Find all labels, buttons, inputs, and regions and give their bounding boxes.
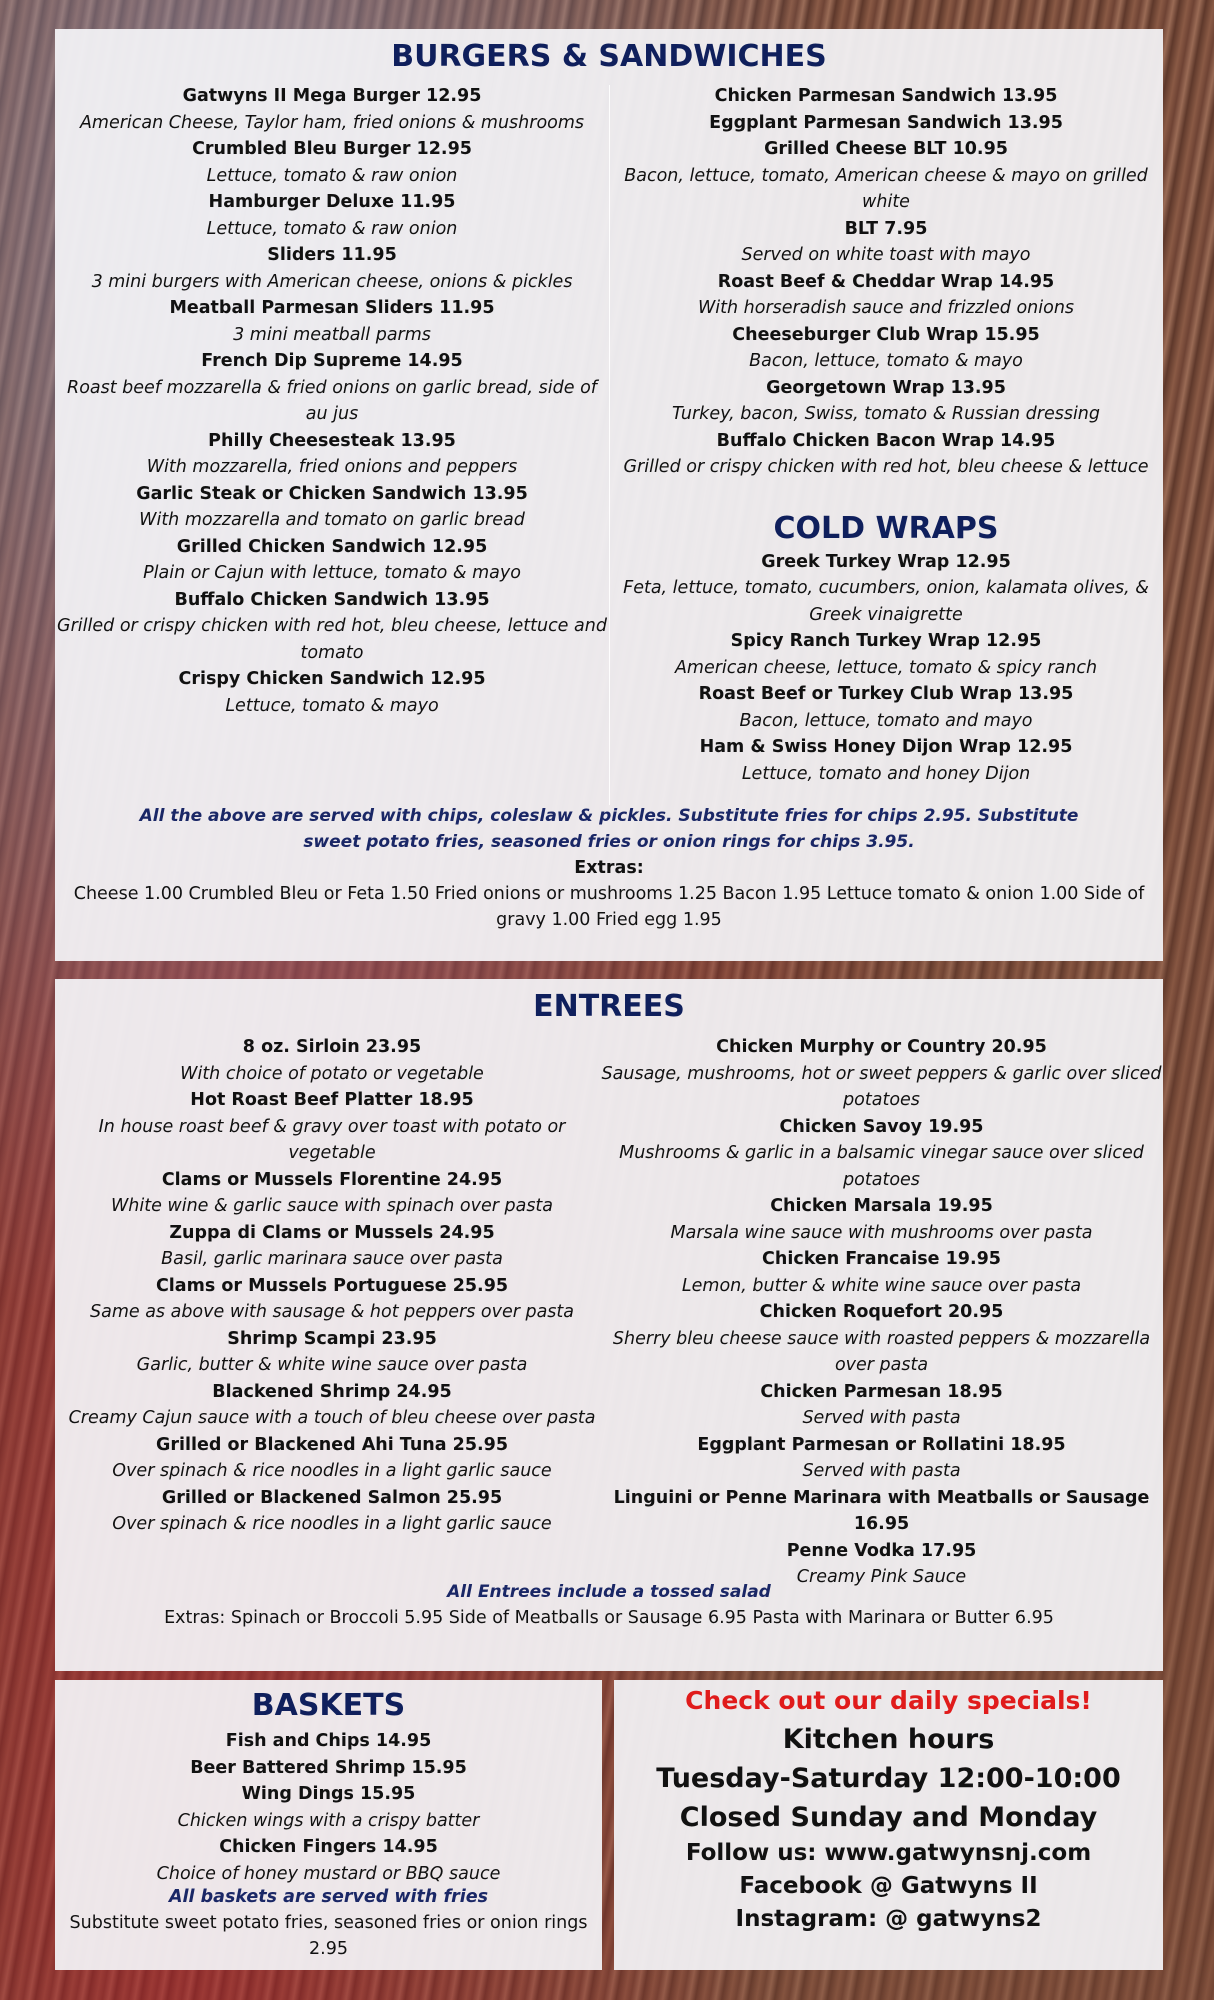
- instagram-link[interactable]: Instagram: @ gatwyns2: [735, 1906, 1042, 1932]
- menu-item-name: Sliders 11.95: [267, 245, 397, 265]
- menu-item-name: Chicken Marsala 19.95: [770, 1196, 993, 1216]
- menu-item: [609, 628, 1163, 681]
- menu-item-description: Garlic, butter & white wine sauce over pasta: [136, 1355, 528, 1375]
- menu-item-name: Roast Beef or Turkey Club Wrap 13.95: [698, 684, 1074, 704]
- menu-item-description: Choice of honey mustard or BBQ sauce: [156, 1863, 501, 1884]
- menu-item-description: Roast beef mozzarella & fried onions on garlic bread, side of au jus: [67, 377, 597, 424]
- menu-item: [55, 242, 609, 295]
- menu-item-description: Sausage, mushrooms, hot or sweet peppers & garlic over sliced potatoes: [601, 1063, 1162, 1110]
- menu-item-description: Same as above with sausage & hot peppers over pasta: [89, 1302, 575, 1322]
- menu-item-description: Grilled or crispy chicken with red hot, bleu cheese, lettuce and tomato: [57, 616, 607, 663]
- menu-item: [609, 216, 1163, 269]
- menu-item-name: Georgetown Wrap 13.95: [766, 377, 1006, 398]
- menu-item: [609, 734, 1163, 787]
- menu-item-name: Crumbled Bleu Burger 12.95: [192, 139, 472, 159]
- menu-item: [55, 1728, 602, 1755]
- menu-item: [55, 428, 609, 481]
- menu-item: [600, 1299, 1163, 1379]
- menu-item: [55, 1087, 609, 1167]
- menu-item-description: Over spinach & rice noodles in a light garlic sauce: [112, 1461, 552, 1481]
- menu-item: [55, 1326, 609, 1379]
- menu-item-name: Meatball Parmesan Sliders 11.95: [169, 298, 495, 318]
- menu-item-description: With horseradish sauce and frizzled onions: [697, 298, 1075, 318]
- menu-item-description: Creamy Cajun sauce with a touch of bleu cheese over pasta: [68, 1408, 596, 1428]
- menu-item-description: Served with pasta: [802, 1408, 961, 1428]
- menu-item-name: French Dip Supreme 14.95: [201, 351, 463, 371]
- menu-item-description: With mozzarella, fried onions and peppers: [146, 457, 518, 477]
- menu-item-description: Feta, lettuce, tomato, cucumbers, onion, kalamata olives, & Greek vinaigrette: [623, 578, 1149, 625]
- burgers-note: All the above are served with chips, coleslaw & pickles. Substitute fries for chips 2.95. Substitute sweet potato fries, seasoned fries or onion rings for chips 3.95.: [139, 806, 1079, 852]
- menu-item-description: Sherry bleu cheese sauce with roasted peppers & mozzarella over pasta: [612, 1328, 1151, 1375]
- menu-item-name: Eggplant Parmesan or Rollatini 18.95: [697, 1434, 1066, 1455]
- menu-item-name: Spicy Ranch Turkey Wrap 12.95: [730, 631, 1042, 651]
- menu-item-name: Clams or Mussels Florentine 24.95: [161, 1169, 503, 1190]
- menu-item: [55, 1432, 609, 1485]
- baskets-note: All baskets are served with fries: [169, 1887, 488, 1907]
- burgers-right-column: [609, 83, 1163, 787]
- menu-item-name: Philly Cheesesteak 13.95: [208, 430, 456, 451]
- menu-item-description: Mushrooms & garlic in a balsamic vinegar sauce over sliced potatoes: [619, 1143, 1144, 1190]
- menu-item-name: Blackened Shrimp 24.95: [212, 1381, 452, 1402]
- menu-item-description: Plain or Cajun with lettuce, tomato & mayo: [143, 563, 521, 583]
- menu-item-description: Chicken wings with a crispy batter: [177, 1810, 480, 1831]
- menu-item: [55, 136, 609, 189]
- menu-item-name: Linguini or Penne Marinara with Meatballs or Sausage 16.95: [613, 1487, 1150, 1534]
- menu-item: [609, 83, 1163, 110]
- menu-item-name: Chicken Francaise 19.95: [762, 1249, 1001, 1269]
- burgers-extras: Cheese 1.00 Crumbled Bleu or Feta 1.50 Fried onions or mushrooms 1.25 Bacon 1.95 Lettuce tomato & onion 1.00 Side of gravy 1.00 Fried egg 1.95: [73, 884, 1145, 930]
- menu-item-description: Lettuce, tomato and honey Dijon: [741, 763, 1031, 784]
- menu-item-name: 8 oz. Sirloin 23.95: [242, 1037, 422, 1057]
- menu-item: [55, 1781, 602, 1834]
- kitchen-hours: Tuesday-Saturday 12:00-10:00: [656, 1763, 1121, 1794]
- entrees-right-column: [600, 1034, 1163, 1591]
- menu-item-description: Marsala wine sauce with mushrooms over pasta: [670, 1222, 1093, 1243]
- menu-item: [600, 1432, 1163, 1485]
- baskets-list: [55, 1728, 602, 1887]
- menu-item-description: Bacon, lettuce, tomato and mayo: [739, 710, 1033, 731]
- kitchen-hours-label: Kitchen hours: [782, 1724, 995, 1755]
- menu-item-description: With choice of potato or vegetable: [180, 1063, 484, 1084]
- cold-wraps-list: [609, 549, 1163, 788]
- menu-item-name: Wing Dings 15.95: [241, 1784, 416, 1804]
- menu-item: [600, 1379, 1163, 1432]
- burgers-title: BURGERS & SANDWICHES: [391, 39, 827, 74]
- burgers-right-list: [609, 83, 1163, 481]
- menu-item-description: Bacon, lettuce, tomato & mayo: [749, 351, 1023, 371]
- menu-item-description: American Cheese, Taylor ham, fried onions & mushrooms: [79, 112, 585, 133]
- menu-item: [55, 1167, 609, 1220]
- menu-item-name: Chicken Parmesan 18.95: [760, 1381, 1003, 1402]
- menu-item: [609, 549, 1163, 629]
- menu-item-name: Penne Vodka 17.95: [786, 1540, 977, 1561]
- menu-item-description: Lettuce, tomato & raw onion: [206, 165, 458, 186]
- menu-item-name: Roast Beef & Cheddar Wrap 14.95: [717, 271, 1055, 292]
- menu-item: [55, 1034, 609, 1087]
- menu-item: [609, 269, 1163, 322]
- menu-item-description: Bacon, lettuce, tomato, American cheese & mayo on grilled white: [624, 165, 1148, 212]
- menu-item-name: Shrimp Scampi 23.95: [227, 1328, 437, 1349]
- baskets-footer: [55, 1884, 602, 1962]
- baskets-panel: [55, 1680, 602, 1970]
- menu-item-name: Zuppa di Clams or Mussels 24.95: [169, 1222, 495, 1243]
- menu-item-name: Grilled or Blackened Ahi Tuna 25.95: [155, 1434, 508, 1455]
- menu-item-description: Turkey, bacon, Swiss, tomato & Russian dressing: [671, 404, 1101, 424]
- menu-item-description: Creamy Pink Sauce: [796, 1567, 967, 1587]
- menu-item: [55, 1379, 609, 1432]
- menu-item-name: Chicken Fingers 14.95: [219, 1837, 438, 1857]
- menu-item-name: Garlic Steak or Chicken Sandwich 13.95: [136, 483, 528, 504]
- burgers-panel: [55, 29, 1163, 961]
- menu-item: [55, 1755, 602, 1782]
- baskets-extras: Substitute sweet potato fries, seasoned fries or onion rings 2.95: [69, 1913, 588, 1959]
- menu-item: [55, 189, 609, 242]
- cold-wraps-title: COLD WRAPS: [773, 510, 999, 546]
- menu-item-name: Ham & Swiss Honey Dijon Wrap 12.95: [699, 737, 1073, 757]
- menu-item-name: Chicken Roquefort 20.95: [759, 1302, 1004, 1322]
- menu-item-description: Grilled or crispy chicken with red hot, bleu cheese & lettuce: [623, 457, 1149, 477]
- burgers-footer: [55, 803, 1163, 933]
- menu-item-description: 3 mini burgers with American cheese, onions & pickles: [91, 271, 573, 292]
- menu-item-description: 3 mini meatball parms: [233, 324, 431, 345]
- menu-item: [600, 1485, 1163, 1538]
- menu-item: [600, 1114, 1163, 1194]
- closed-days: Closed Sunday and Monday: [679, 1802, 1098, 1833]
- menu-item-description: Served with pasta: [802, 1461, 961, 1481]
- menu-item-name: Chicken Savoy 19.95: [779, 1116, 984, 1137]
- website-link[interactable]: Follow us: www.gatwynsnj.com: [685, 1840, 1092, 1866]
- daily-specials-text: Check out our daily specials!: [685, 1686, 1092, 1715]
- menu-item: [600, 1193, 1163, 1246]
- menu-item-name: Fish and Chips 14.95: [225, 1731, 432, 1751]
- menu-item: [55, 295, 609, 348]
- menu-item: [609, 375, 1163, 428]
- menu-item: [609, 681, 1163, 734]
- menu-item: [55, 1834, 602, 1887]
- menu-item: [55, 481, 609, 534]
- menu-item: [55, 1273, 609, 1326]
- menu-item: [609, 322, 1163, 375]
- entrees-title: ENTREES: [533, 989, 685, 1024]
- menu-item: [609, 136, 1163, 216]
- menu-item-name: Chicken Parmesan Sandwich 13.95: [714, 86, 1058, 106]
- entrees-footer: [55, 1579, 1163, 1631]
- entrees-left-column: [55, 1034, 609, 1538]
- menu-item: [609, 428, 1163, 481]
- menu-item-name: Beer Battered Shrimp 15.95: [190, 1757, 467, 1778]
- menu-item-name: Hamburger Deluxe 11.95: [208, 192, 456, 212]
- baskets-title: BASKETS: [251, 1688, 406, 1723]
- menu-item: [600, 1034, 1163, 1114]
- menu-item-name: Buffalo Chicken Sandwich 13.95: [174, 589, 490, 610]
- menu-item-name: Eggplant Parmesan Sandwich 13.95: [709, 112, 1063, 133]
- menu-item-name: Buffalo Chicken Bacon Wrap 14.95: [716, 430, 1056, 451]
- menu-item-name: Hot Roast Beef Platter 18.95: [190, 1090, 474, 1110]
- info-panel: [614, 1680, 1163, 1970]
- menu-item: [55, 1485, 609, 1538]
- menu-item: [55, 534, 609, 587]
- menu-item-name: Grilled or Blackened Salmon 25.95: [161, 1487, 503, 1508]
- menu-item-name: Cheeseburger Club Wrap 15.95: [732, 324, 1040, 345]
- menu-item-name: Gatwyns II Mega Burger 12.95: [182, 86, 482, 106]
- menu-item: [600, 1246, 1163, 1299]
- menu-item: [55, 666, 609, 719]
- menu-item: [55, 587, 609, 667]
- menu-item: [55, 83, 609, 136]
- menu-item-description: Basil, garlic marinara sauce over pasta: [161, 1249, 503, 1269]
- burgers-extras-label: Extras:: [574, 858, 644, 878]
- entrees-panel: [55, 979, 1163, 1671]
- menu-item: [55, 1220, 609, 1273]
- menu-item-name: Greek Turkey Wrap 12.95: [761, 551, 1011, 572]
- menu-item-description: Lettuce, tomato & mayo: [225, 695, 439, 716]
- menu-item-description: With mozzarella and tomato on garlic bread: [139, 510, 525, 530]
- menu-item-name: Clams or Mussels Portuguese 25.95: [155, 1275, 509, 1296]
- menu-item-description: American cheese, lettuce, tomato & spicy ranch: [674, 657, 1098, 678]
- menu-item-description: Served on white toast with mayo: [741, 245, 1031, 265]
- facebook-link[interactable]: Facebook @ Gatwyns II: [739, 1873, 1038, 1899]
- menu-item: [609, 110, 1163, 137]
- menu-item-name: Grilled Cheese BLT 10.95: [764, 139, 1008, 159]
- menu-item: [55, 348, 609, 428]
- burgers-left-column: [55, 83, 609, 719]
- menu-item-name: Grilled Chicken Sandwich 12.95: [176, 536, 488, 557]
- menu-item-description: Over spinach & rice noodles in a light garlic sauce: [112, 1514, 552, 1534]
- menu-item-name: Crispy Chicken Sandwich 12.95: [178, 669, 486, 689]
- menu-item-name: BLT 7.95: [844, 218, 928, 239]
- entrees-extras: Extras: Spinach or Broccoli 5.95 Side of Meatballs or Sausage 6.95 Pasta with Marinara or Butter 6.95: [164, 1608, 1054, 1628]
- menu-item-name: Chicken Murphy or Country 20.95: [716, 1037, 1047, 1057]
- menu-item-description: Lemon, butter & white wine sauce over pasta: [681, 1275, 1082, 1296]
- menu-item-description: In house roast beef & gravy over toast with potato or vegetable: [98, 1116, 566, 1163]
- menu-item-description: White wine & garlic sauce with spinach over pasta: [110, 1196, 554, 1216]
- menu-item-description: Lettuce, tomato & raw onion: [206, 218, 458, 239]
- entrees-note: All Entrees include a tossed salad: [447, 1582, 771, 1602]
